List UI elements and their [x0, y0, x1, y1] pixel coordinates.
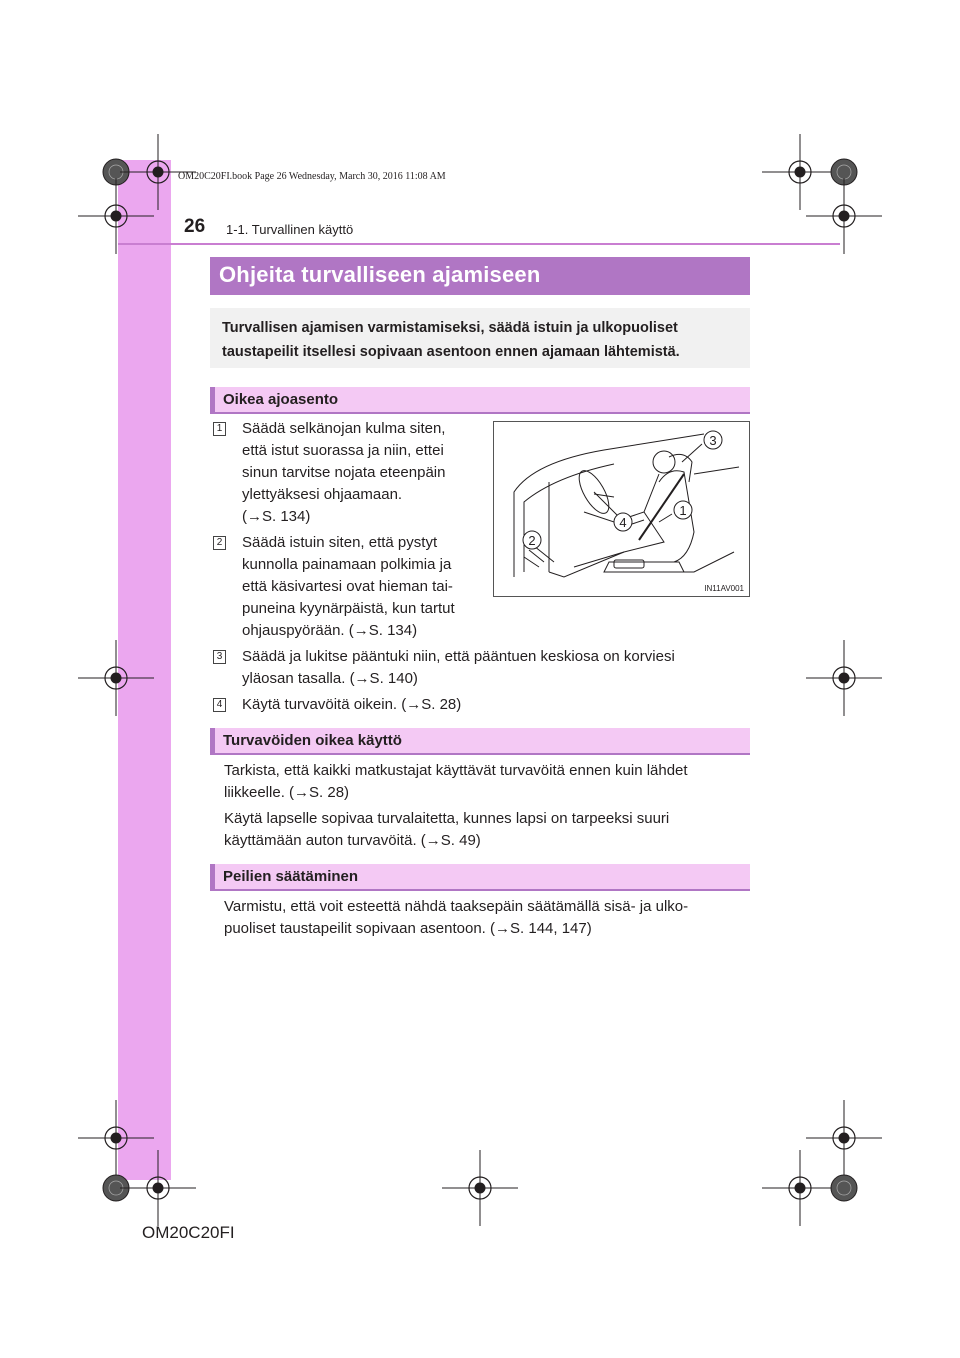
- para-line: käyttämään auton turvavöitä. (→S. 49): [224, 832, 481, 849]
- para-line: Varmistu, että voit esteettä nähdä taaksepäin säätämällä sisä- ja ulko-: [224, 898, 689, 915]
- subheading-text: Turvavöiden oikea käyttö: [223, 732, 402, 749]
- item-marker: 2: [213, 536, 226, 550]
- item-marker: 4: [213, 698, 226, 712]
- para-line: Tarkista, että kaikki matkustajat käyttävät turvavöitä ennen kuin lähdet: [224, 762, 688, 779]
- item-marker: 1: [213, 422, 226, 436]
- item-line: ohjauspyörään. (→S. 134): [242, 622, 418, 639]
- list-item: [242, 646, 745, 690]
- item-line: yläosan tasalla. (→S. 140): [242, 670, 418, 687]
- figure-code: IN11AV001: [704, 584, 744, 593]
- paragraph: [224, 896, 745, 940]
- driving-posture-illustration: [493, 421, 750, 597]
- paragraph: [224, 760, 745, 804]
- item-line: puneina kyynärpäistä, kun tartut: [242, 600, 455, 617]
- intro-box: [210, 308, 750, 368]
- page-title: Ohjeita turvalliseen ajamiseen: [219, 262, 541, 287]
- subheading-text: Peilien säätäminen: [223, 868, 359, 885]
- intro-line: taustapeilit itsellesi sopivaan asentoon ennen ajamaan lähtemistä.: [222, 344, 680, 360]
- callout-2: 2: [528, 533, 536, 548]
- list-item: [242, 418, 480, 528]
- list-item: [242, 694, 745, 716]
- subheading-seatbelt-use: [210, 728, 750, 755]
- callout-3: 3: [709, 433, 717, 448]
- para-line: puoliset taustapeilit sopivaan asentoon. (→S. 144, 147): [224, 920, 592, 937]
- item-line: (→S. 134): [242, 508, 311, 525]
- item-line: Säädä ja lukitse pääntuki niin, että pääntuen keskiosa on korviesi: [242, 648, 675, 665]
- para-line: Käytä lapselle sopivaa turvalaitetta, kunnes lapsi on tarpeeksi suuri: [224, 810, 670, 827]
- item-line: ylettyäksesi ohjaamaan.: [242, 486, 403, 503]
- item-line: Säädä selkänojan kulma siten,: [242, 420, 446, 437]
- subheading-mirror-adjustment: [210, 864, 750, 891]
- callout-4: 4: [619, 515, 627, 530]
- header-rule: [118, 243, 840, 245]
- page-number: 26: [184, 216, 206, 237]
- intro-line: Turvallisen ajamisen varmistamiseksi, säädä istuin ja ulkopuoliset: [222, 320, 678, 336]
- driver-seat-drawing: [494, 422, 750, 597]
- para-line: liikkeelle. (→S. 28): [224, 784, 350, 801]
- subheading-text: Oikea ajoasento: [223, 391, 339, 408]
- item-line: sinun tarvitse nojata eteenpäin: [242, 464, 446, 481]
- paragraph: [224, 808, 745, 852]
- item-line: että käsivartesi ovat hieman tai-: [242, 578, 453, 595]
- item-line: Käytä turvavöitä oikein. (→S. 28): [242, 696, 462, 713]
- item-line: Säädä istuin siten, että pystyt: [242, 534, 438, 551]
- footer-code: OM20C20FI: [142, 1223, 235, 1242]
- item-line: kunnolla painamaan polkimia ja: [242, 556, 452, 573]
- file-info: OM20C20FI.book Page 26 Wednesday, March 30, 2016 11:08 AM: [178, 171, 446, 182]
- item-line: että istut suorassa ja niin, ettei: [242, 442, 444, 459]
- item-marker: 3: [213, 650, 226, 664]
- list-item: [242, 532, 480, 642]
- section-label: 1-1. Turvallinen käyttö: [226, 222, 354, 237]
- subheading-driving-posture: [210, 387, 750, 414]
- page-title-bar: [210, 257, 750, 295]
- callout-1: 1: [679, 503, 687, 518]
